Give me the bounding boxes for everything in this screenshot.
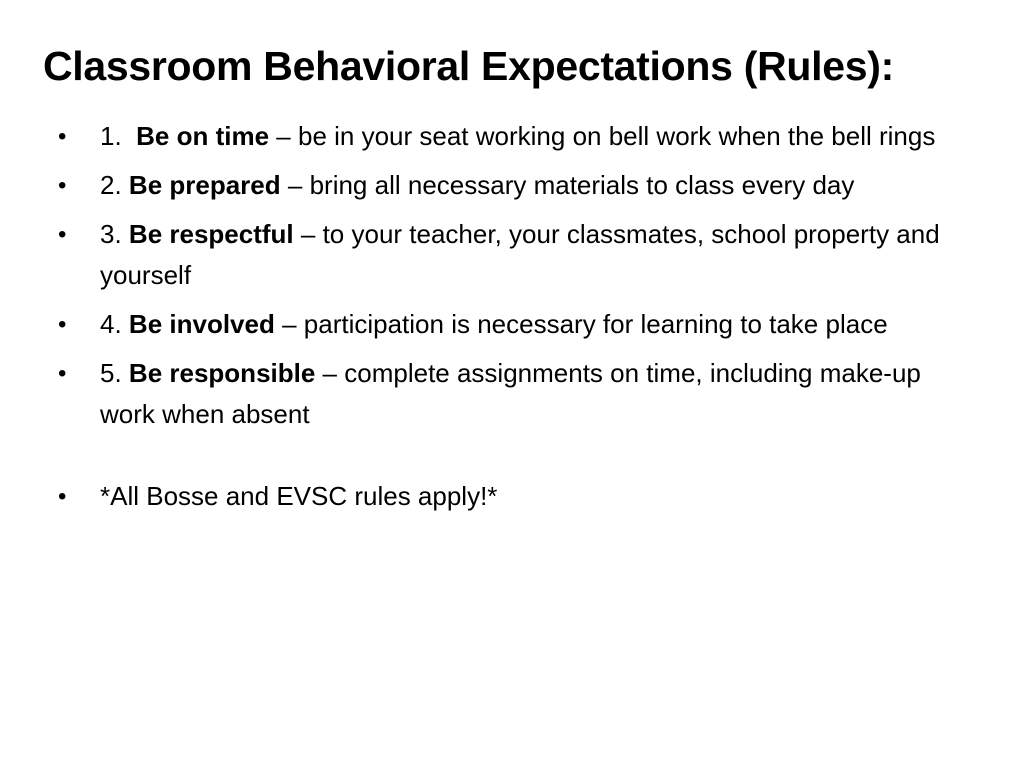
rule-separator: –	[280, 170, 310, 200]
rule-item-2	[58, 165, 968, 206]
slide-title: Classroom Behavioral Expectations (Rules):	[43, 43, 894, 89]
rule-number: 1.	[100, 121, 122, 151]
rule-item-4	[58, 304, 968, 345]
rules-note: *All Bosse and EVSC rules apply!*	[100, 481, 498, 511]
rule-number: 4.	[100, 309, 122, 339]
rule-description: complete assignments on time, including make-up work when absent	[100, 358, 921, 429]
rule-separator: –	[269, 121, 298, 151]
rule-description: be in your seat working on bell work when the bell rings	[297, 121, 936, 151]
rule-number: 2.	[100, 170, 122, 200]
rule-term: Be prepared	[128, 170, 281, 200]
rule-number: 3.	[100, 219, 122, 249]
rule-number: 5.	[100, 358, 122, 388]
bullet-icon: •	[58, 311, 67, 338]
bullet-icon: •	[58, 221, 67, 248]
rule-term: Be responsible	[128, 358, 316, 388]
rule-separator: –	[274, 309, 304, 339]
rule-separator: –	[315, 358, 345, 388]
rule-description: bring all necessary materials to class every day	[309, 170, 855, 200]
rule-item-5	[58, 353, 968, 435]
bullet-icon: •	[58, 360, 67, 387]
bullet-icon: •	[58, 172, 67, 199]
rule-note-item	[58, 476, 968, 517]
rule-term: Be respectful	[128, 219, 294, 249]
rules-list	[58, 116, 968, 525]
rule-item-3	[58, 214, 968, 296]
rule-description: participation is necessary for learning to take place	[303, 309, 888, 339]
rule-term: Be involved	[128, 309, 275, 339]
rule-separator: –	[293, 219, 323, 249]
rule-description: to your teacher, your classmates, school property and yourself	[100, 219, 940, 290]
rule-term: Be on time	[136, 121, 270, 151]
bullet-icon: •	[58, 123, 67, 150]
bullet-icon: •	[58, 483, 67, 510]
rule-item-1	[58, 116, 968, 157]
